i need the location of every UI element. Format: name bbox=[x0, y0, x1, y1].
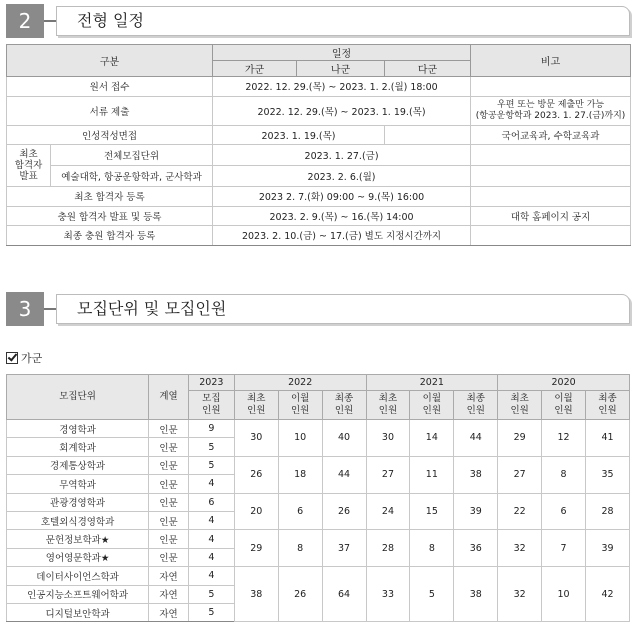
row-date: 2023 2. 7.(화) 09:00 ~ 9.(목) 16:00 bbox=[213, 187, 471, 207]
schedule-table bbox=[6, 44, 631, 246]
y2022-value-cell: 20 bbox=[234, 493, 278, 530]
unit-cell: 무역학과 bbox=[7, 475, 149, 493]
header-note: 비고 bbox=[471, 45, 631, 77]
y2022-value-cell: 44 bbox=[322, 456, 366, 493]
row-label: 인성적성면접 bbox=[7, 125, 213, 145]
unit-cell: 디지털보안학과 bbox=[7, 603, 149, 621]
row-date: 2022. 12. 29.(목) ~ 2023. 1. 19.(목) bbox=[213, 96, 471, 125]
y2020-value-cell: 39 bbox=[585, 530, 629, 567]
row-label: 예술대학, 항공운항학과, 군사학과 bbox=[51, 166, 213, 187]
header-line: 인원 bbox=[510, 405, 529, 416]
table-row bbox=[7, 206, 631, 226]
table-row bbox=[7, 166, 631, 187]
note-line: 우편 또는 방문 제출만 가능 bbox=[497, 99, 605, 110]
unit-cell: 데이터사이언스학과 bbox=[7, 567, 149, 585]
unit-cell: 경제통상학과 bbox=[7, 456, 149, 474]
first-pass-group-label bbox=[7, 145, 51, 187]
unit-cell: 영어영문학과★ bbox=[7, 548, 149, 566]
row-label: 서류 제출 bbox=[7, 96, 213, 125]
unit-cell: 인공지능소프트웨어학과 bbox=[7, 585, 149, 603]
header-2022-moved bbox=[278, 391, 322, 420]
y2022-value-cell: 38 bbox=[234, 567, 278, 622]
quota-body bbox=[7, 420, 630, 622]
track-cell: 인문 bbox=[149, 548, 189, 566]
quota-2023-cell: 5 bbox=[188, 438, 234, 456]
y2022-value-cell: 26 bbox=[278, 567, 322, 622]
y2021-value-cell: 28 bbox=[366, 530, 410, 567]
header-2021-final bbox=[454, 391, 498, 420]
row-note: 국어교육과, 수학교육과 bbox=[471, 125, 631, 145]
y2021-value-cell: 5 bbox=[410, 567, 454, 622]
track-cell: 자연 bbox=[149, 567, 189, 585]
header-track: 계열 bbox=[149, 375, 189, 420]
unit-cell: 호텔외식경영학과 bbox=[7, 511, 149, 529]
y2021-value-cell: 36 bbox=[454, 530, 498, 567]
header-year-2021: 2021 bbox=[366, 375, 498, 391]
y2022-value-cell: 26 bbox=[322, 493, 366, 530]
table-row bbox=[7, 125, 631, 145]
header-2020-moved bbox=[542, 391, 586, 420]
header-category: 구분 bbox=[7, 45, 213, 77]
section-number: 2 bbox=[6, 4, 44, 38]
table-row bbox=[7, 226, 631, 246]
row-label: 최초 합격자 등록 bbox=[7, 187, 213, 207]
group-label bbox=[6, 352, 42, 366]
y2021-value-cell: 44 bbox=[454, 420, 498, 457]
unit-cell: 회계학과 bbox=[7, 438, 149, 456]
y2021-value-cell: 39 bbox=[454, 493, 498, 530]
y2021-value-cell: 38 bbox=[454, 567, 498, 622]
track-cell: 인문 bbox=[149, 438, 189, 456]
row-note: 대학 홈페이지 공지 bbox=[471, 206, 631, 226]
row-label: 원서 접수 bbox=[7, 77, 213, 97]
track-cell: 인문 bbox=[149, 511, 189, 529]
y2021-value-cell: 33 bbox=[366, 567, 410, 622]
quota-2023-cell: 5 bbox=[188, 603, 234, 621]
header-2022-final bbox=[322, 391, 366, 420]
header-line: 최종 bbox=[334, 393, 354, 404]
y2022-value-cell: 40 bbox=[322, 420, 366, 457]
header-line: 최종 bbox=[598, 393, 617, 404]
label-line: 발표 bbox=[19, 171, 38, 182]
table-row bbox=[7, 493, 630, 511]
y2020-value-cell: 29 bbox=[498, 420, 542, 457]
row-label: 전체모집단위 bbox=[51, 145, 213, 166]
row-date: 2023. 2. 10.(금) ~ 17.(금) 별도 지정시간까지 bbox=[213, 226, 471, 246]
header-line: 이월 bbox=[422, 393, 442, 404]
quota-2023-cell: 4 bbox=[188, 567, 234, 585]
y2020-value-cell: 8 bbox=[542, 456, 586, 493]
header-line: 인원 bbox=[554, 405, 573, 416]
y2021-value-cell: 27 bbox=[366, 456, 410, 493]
y2021-value-cell: 15 bbox=[410, 493, 454, 530]
quota-table bbox=[6, 374, 630, 622]
table-row bbox=[7, 567, 630, 585]
y2020-value-cell: 28 bbox=[585, 493, 629, 530]
header-2020-final bbox=[585, 391, 629, 420]
row-date: 2023. 1. 19.(목) bbox=[213, 125, 385, 145]
quota-2023-cell: 4 bbox=[188, 511, 234, 529]
header-year-2022: 2022 bbox=[234, 375, 366, 391]
y2020-value-cell: 35 bbox=[585, 456, 629, 493]
section-title: 모집단위 및 모집인원 bbox=[77, 299, 227, 318]
label-line: 합격자 bbox=[14, 160, 43, 171]
y2021-value-cell: 8 bbox=[410, 530, 454, 567]
y2020-value-cell: 10 bbox=[542, 567, 586, 622]
header-group-ga: 가군 bbox=[213, 61, 297, 77]
table-row bbox=[7, 420, 630, 438]
quota-2023-cell: 4 bbox=[188, 548, 234, 566]
unit-cell: 관광경영학과 bbox=[7, 493, 149, 511]
row-date: 2022. 12. 29.(목) ~ 2023. 1. 2.(월) 18:00 bbox=[213, 77, 471, 97]
header-line: 인원 bbox=[334, 405, 354, 416]
quota-2023-cell: 5 bbox=[188, 456, 234, 474]
table-row bbox=[7, 530, 630, 548]
quota-2023-cell: 4 bbox=[188, 475, 234, 493]
track-cell: 인문 bbox=[149, 456, 189, 474]
header-line: 모집 bbox=[202, 393, 221, 404]
header-2022-first bbox=[234, 391, 278, 420]
track-cell: 인문 bbox=[149, 493, 189, 511]
header-2021-first bbox=[366, 391, 410, 420]
row-label: 충원 합격자 발표 및 등록 bbox=[7, 206, 213, 226]
header-group-da: 다군 bbox=[385, 61, 471, 77]
header-line: 인원 bbox=[247, 405, 266, 416]
header-2021-moved bbox=[410, 391, 454, 420]
header-line: 최초 bbox=[510, 393, 529, 404]
header-unit: 모집단위 bbox=[7, 375, 149, 420]
y2022-value-cell: 64 bbox=[322, 567, 366, 622]
track-cell: 자연 bbox=[149, 585, 189, 603]
header-line: 이월 bbox=[554, 393, 573, 404]
header-2020-first bbox=[498, 391, 542, 420]
row-note bbox=[471, 187, 631, 207]
y2022-value-cell: 18 bbox=[278, 456, 322, 493]
y2022-value-cell: 30 bbox=[234, 420, 278, 457]
quota-2023-cell: 9 bbox=[188, 420, 234, 438]
y2020-value-cell: 7 bbox=[542, 530, 586, 567]
quota-2023-cell: 5 bbox=[188, 585, 234, 603]
note-line: (항공운항학과 2023. 1. 27.(금)까지) bbox=[475, 110, 626, 121]
table-row bbox=[7, 187, 631, 207]
y2022-value-cell: 26 bbox=[234, 456, 278, 493]
row-date: 2023. 2. 9.(목) ~ 16.(목) 14:00 bbox=[213, 206, 471, 226]
header-line: 인원 bbox=[422, 405, 442, 416]
y2020-value-cell: 27 bbox=[498, 456, 542, 493]
section-title-box bbox=[56, 294, 630, 324]
section-header-schedule bbox=[6, 4, 630, 38]
section-header-quota bbox=[6, 292, 630, 326]
track-cell: 인문 bbox=[149, 530, 189, 548]
header-line: 인원 bbox=[466, 405, 485, 416]
table-row bbox=[7, 77, 631, 97]
row-note bbox=[471, 96, 631, 125]
y2020-value-cell: 42 bbox=[585, 567, 629, 622]
track-cell: 자연 bbox=[149, 603, 189, 621]
row-note bbox=[471, 77, 631, 97]
header-group-na: 나군 bbox=[297, 61, 385, 77]
row-note bbox=[471, 145, 631, 166]
header-line: 최초 bbox=[247, 393, 266, 404]
y2021-value-cell: 11 bbox=[410, 456, 454, 493]
header-year-2020: 2020 bbox=[498, 375, 630, 391]
header-line: 최초 bbox=[378, 393, 398, 404]
y2022-value-cell: 37 bbox=[322, 530, 366, 567]
y2022-value-cell: 29 bbox=[234, 530, 278, 567]
y2020-value-cell: 32 bbox=[498, 567, 542, 622]
quota-2023-cell: 6 bbox=[188, 493, 234, 511]
header-schedule: 일정 bbox=[213, 45, 471, 61]
table-row bbox=[7, 96, 631, 125]
section-title: 전형 일정 bbox=[77, 11, 144, 30]
unit-cell: 문헌정보학과★ bbox=[7, 530, 149, 548]
checkbox-checked-icon bbox=[6, 352, 18, 364]
header-year-2023: 2023 bbox=[188, 375, 234, 391]
row-note bbox=[471, 166, 631, 187]
label-line: 최초 bbox=[19, 149, 38, 160]
group-label-text: 가군 bbox=[21, 352, 43, 365]
y2020-value-cell: 12 bbox=[542, 420, 586, 457]
header-line: 인원 bbox=[290, 405, 310, 416]
section-title-box bbox=[56, 6, 630, 36]
header-line: 이월 bbox=[290, 393, 310, 404]
row-label: 최종 충원 합격자 등록 bbox=[7, 226, 213, 246]
y2022-value-cell: 10 bbox=[278, 420, 322, 457]
track-cell: 인문 bbox=[149, 420, 189, 438]
y2020-value-cell: 41 bbox=[585, 420, 629, 457]
header-line: 최종 bbox=[466, 393, 485, 404]
y2021-value-cell: 24 bbox=[366, 493, 410, 530]
table-row bbox=[7, 456, 630, 474]
track-cell: 인문 bbox=[149, 475, 189, 493]
quota-2023-cell: 4 bbox=[188, 530, 234, 548]
header-2023-quota bbox=[188, 391, 234, 420]
row-note bbox=[471, 226, 631, 246]
header-line: 인원 bbox=[378, 405, 398, 416]
row-date: 2023. 2. 6.(월) bbox=[213, 166, 471, 187]
y2022-value-cell: 6 bbox=[278, 493, 322, 530]
unit-cell: 경영학과 bbox=[7, 420, 149, 438]
header-line: 인원 bbox=[202, 405, 221, 416]
y2021-value-cell: 30 bbox=[366, 420, 410, 457]
y2021-value-cell: 38 bbox=[454, 456, 498, 493]
y2020-value-cell: 6 bbox=[542, 493, 586, 530]
row-date: 2023. 1. 27.(금) bbox=[213, 145, 471, 166]
table-row bbox=[7, 145, 631, 166]
header-line: 인원 bbox=[598, 405, 617, 416]
y2022-value-cell: 8 bbox=[278, 530, 322, 567]
row-empty bbox=[385, 125, 471, 145]
y2020-value-cell: 32 bbox=[498, 530, 542, 567]
y2021-value-cell: 14 bbox=[410, 420, 454, 457]
y2020-value-cell: 22 bbox=[498, 493, 542, 530]
section-number: 3 bbox=[6, 292, 44, 326]
